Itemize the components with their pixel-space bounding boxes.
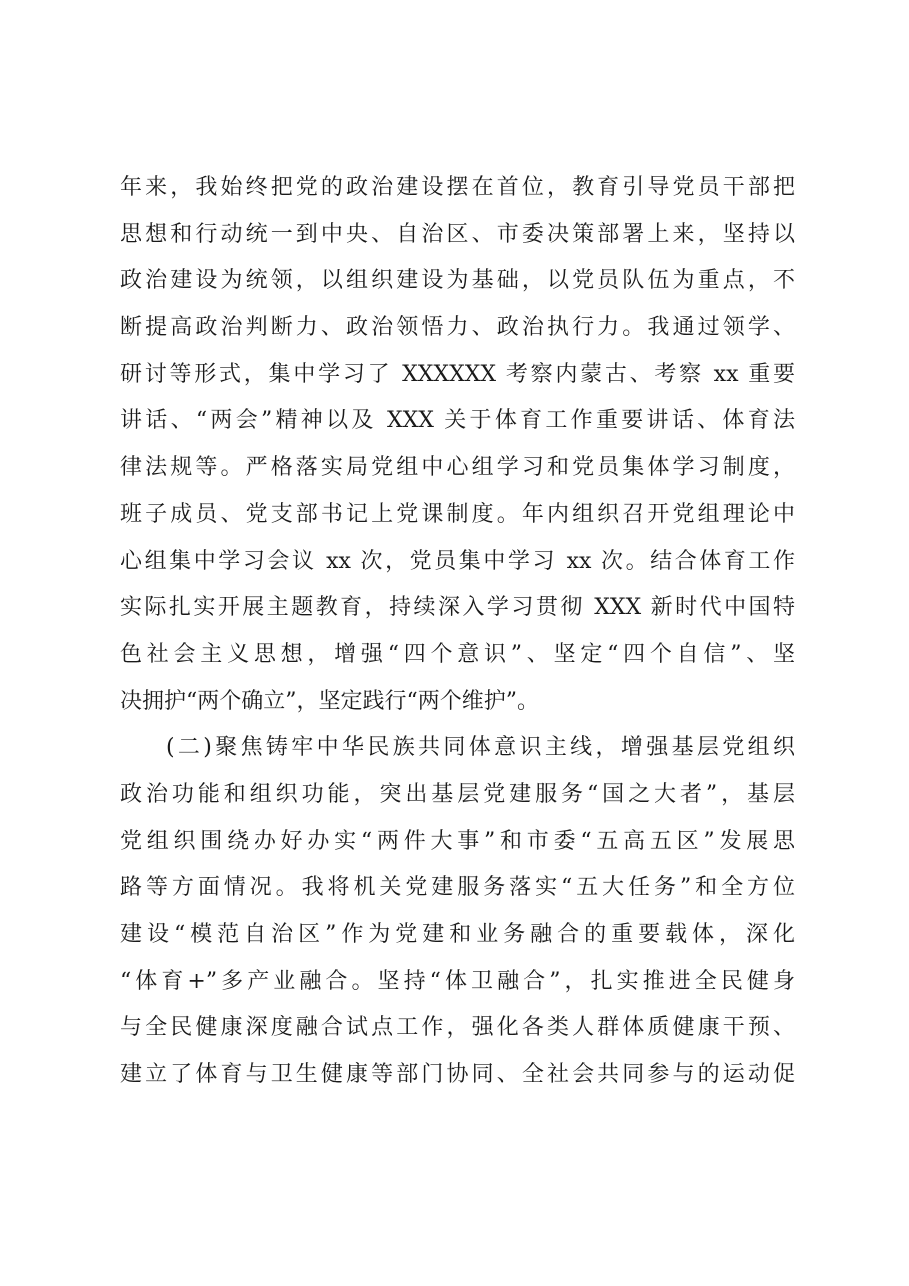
text-line: 色社会主义思想，增强“四个意识”、坚定“四个自信”、坚 <box>120 641 795 667</box>
text-line: 决拥护“两个确立”，坚定践行“两个维护”。 <box>120 688 539 714</box>
text-line: 建立了体育与卫生健康等部门协同、全社会共同参与的运动促 <box>120 1062 795 1088</box>
text-line: 实际扎实开展主题教育，持续深入学习贯彻 XXX 新时代中国特 <box>120 595 795 621</box>
text-line: “体育+”多产业融合。坚持“体卫融合”，扎实推进全民健身 <box>120 968 795 994</box>
text-line: 政治功能和组织功能，突出基层党建服务“国之大者”，基层 <box>120 781 795 807</box>
text-line: 心组集中学习会议 xx 次，党员集中学习 xx 次。结合体育工作 <box>120 548 795 574</box>
text-line: 建设“模范自治区”作为党建和业务融合的重要载体，深化 <box>120 922 795 947</box>
text-line: 班子成员、党支部书记上党课制度。年内组织召开党组理论中 <box>120 501 795 527</box>
text-line: 研讨等形式，集中学习了 XXXXXX 考察内蒙古、考察 xx 重要 <box>120 361 795 387</box>
text-line: 政治建设为统领，以组织建设为基础，以党员队伍为重点，不 <box>120 268 795 294</box>
text-line: 路等方面情况。我将机关党建服务落实“五大任务”和全方位 <box>120 875 795 901</box>
text-line: 律法规等。严格落实局党组中心组学习和党员集体学习制度， <box>120 455 795 481</box>
text-line: 断提高政治判断力、政治领悟力、政治执行力。我通过领学、 <box>120 315 795 341</box>
text-line: 年来，我始终把党的政治建设摆在首位，教育引导党员干部把 <box>120 175 795 200</box>
text-line: 思想和行动统一到中央、自治区、市委决策部署上来，坚持以 <box>120 221 795 247</box>
text-line: 讲话、“两会”精神以及 XXX 关于体育工作重要讲话、体育法 <box>120 408 795 434</box>
body-text <box>120 165 795 1099</box>
text-line: 与全民健康深度融合试点工作，强化各类人群体质健康干预、 <box>120 1015 795 1041</box>
section-heading-line: (二)聚焦铸牢中华民族共同体意识主线，增强基层党组织 <box>166 735 795 761</box>
text-line: 党组织围绕办好办实“两件大事”和市委“五高五区”发展思 <box>120 828 795 854</box>
